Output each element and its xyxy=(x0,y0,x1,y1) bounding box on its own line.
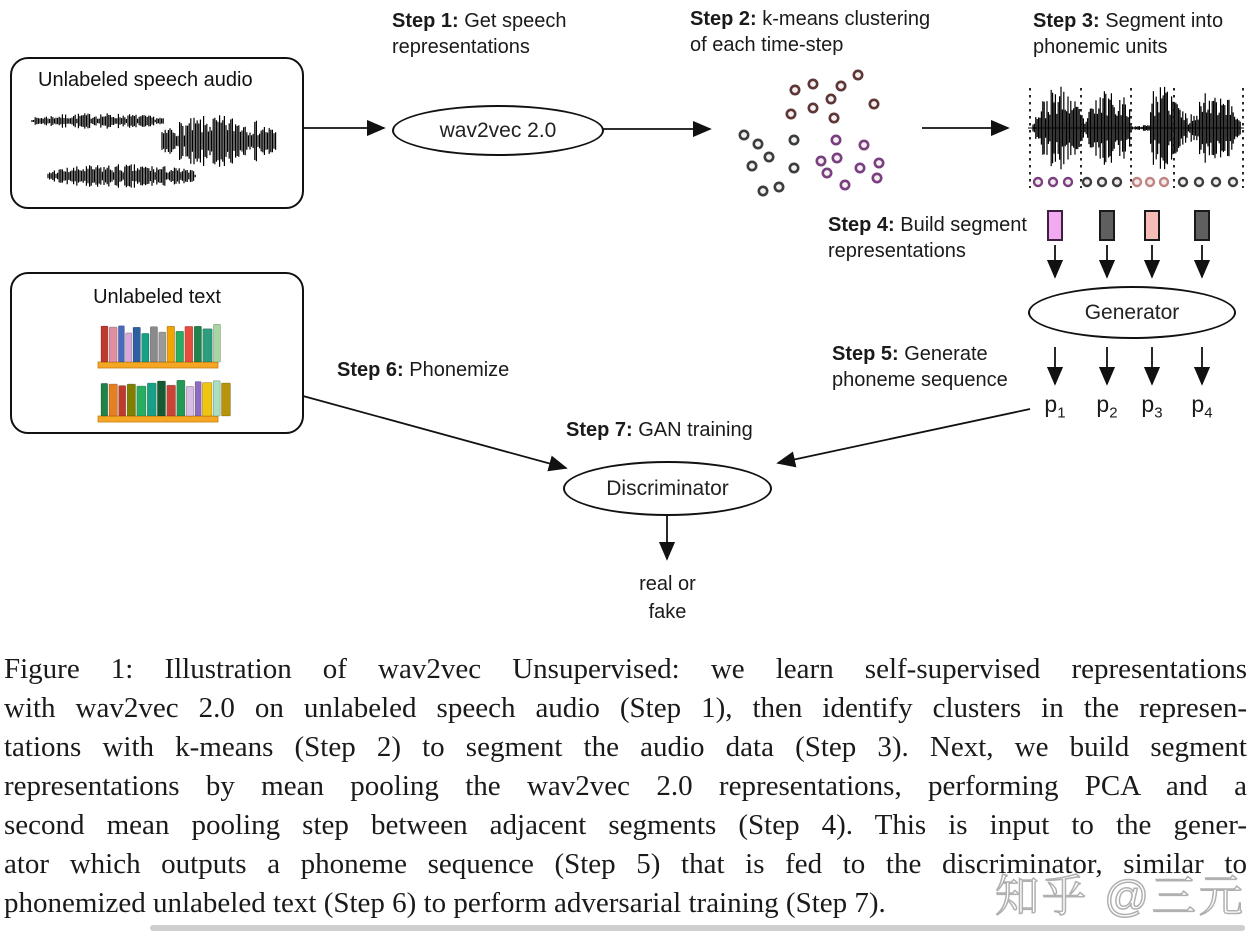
step3-prefix: Step 3: xyxy=(1033,10,1100,32)
segment-rect-2 xyxy=(1099,210,1115,241)
step7-prefix: Step 7: xyxy=(566,419,633,441)
step7-label xyxy=(566,417,753,443)
speech-audio-box xyxy=(10,57,304,209)
wav2vec-node-label: wav2vec 2.0 xyxy=(439,118,557,142)
generator-node xyxy=(1028,286,1236,339)
step3-text: Segment into xyxy=(1099,10,1224,32)
step4-label xyxy=(828,212,1027,264)
step3-label xyxy=(1033,8,1223,60)
caption-line: second mean pooling step between adjacent segments (Step 4). This is input to the gener- xyxy=(4,809,1247,841)
segment-rect-4 xyxy=(1194,210,1210,241)
caption-line: representations by mean pooling the wav2vec 2.0 representations, performing PCA and a xyxy=(4,770,1247,802)
text-box-label: Unlabeled text xyxy=(93,286,221,308)
step6-text: Phonemize xyxy=(403,359,510,381)
step2-label xyxy=(690,6,930,58)
step5-label xyxy=(832,341,1008,393)
step4-text2: representations xyxy=(828,240,966,262)
step6-prefix: Step 6: xyxy=(337,359,404,381)
real-fake-label xyxy=(600,570,735,626)
phoneme-label: $p_3$ xyxy=(1141,391,1163,422)
discriminator-node-label: Discriminator xyxy=(606,476,729,500)
step1-label xyxy=(392,8,567,60)
step4-prefix: Step 4: xyxy=(828,214,895,236)
step5-text: Generate xyxy=(898,343,988,365)
step7-text: GAN training xyxy=(632,419,753,441)
bottom-crop-strip xyxy=(150,925,1245,931)
phoneme-label: $p_2$ xyxy=(1096,391,1118,422)
step1-text: Get speech xyxy=(458,10,567,32)
phoneme-label: $p_4$ xyxy=(1191,391,1213,422)
step1-text2: representations xyxy=(392,36,530,58)
step2-prefix: Step 2: xyxy=(690,8,757,30)
segment-rect-1 xyxy=(1047,210,1063,241)
step2-text2: of each time-step xyxy=(690,34,844,56)
step4-text: Build segment xyxy=(894,214,1027,236)
books-image xyxy=(96,316,220,424)
text-box xyxy=(10,272,304,434)
caption-line: Figure 1: Illustration of wav2vec Unsupervised: we learn self-supervised representations xyxy=(4,653,1247,685)
step2-text: k-means clustering xyxy=(756,8,931,30)
caption-line: ator which outputs a phoneme sequence (Step 5) that is fed to the discriminator, similar to xyxy=(4,848,1247,880)
segmented-waveform xyxy=(1020,85,1250,195)
speech-box-label: Unlabeled speech audio xyxy=(38,69,253,91)
step3-text2: phonemic units xyxy=(1033,36,1168,58)
segment-rect-3 xyxy=(1144,210,1160,241)
phoneme-label: $p_1$ xyxy=(1044,391,1066,422)
wav2vec-node xyxy=(392,105,604,156)
speech-waveform xyxy=(12,59,302,207)
caption-line: tations with k-means (Step 2) to segment the audio data (Step 3). Next, we build segment xyxy=(4,731,1247,763)
step1-prefix: Step 1: xyxy=(392,10,459,32)
watermark: 知乎 @三元 xyxy=(995,872,1246,921)
step6-label xyxy=(337,357,509,383)
caption-line: with wav2vec 2.0 on unlabeled speech audio (Step 1), then identify clusters in the represen- xyxy=(4,692,1247,724)
step5-text2: phoneme sequence xyxy=(832,369,1008,391)
generator-node-label: Generator xyxy=(1084,300,1180,324)
discriminator-node xyxy=(563,461,772,516)
step5-prefix: Step 5: xyxy=(832,343,899,365)
kmeans-scatter xyxy=(740,71,883,195)
caption-line: phonemized unlabeled text (Step 6) to perform adversarial training (Step 7). xyxy=(4,887,886,919)
real-or-text: real or xyxy=(639,573,696,595)
fake-text: fake xyxy=(648,601,687,623)
